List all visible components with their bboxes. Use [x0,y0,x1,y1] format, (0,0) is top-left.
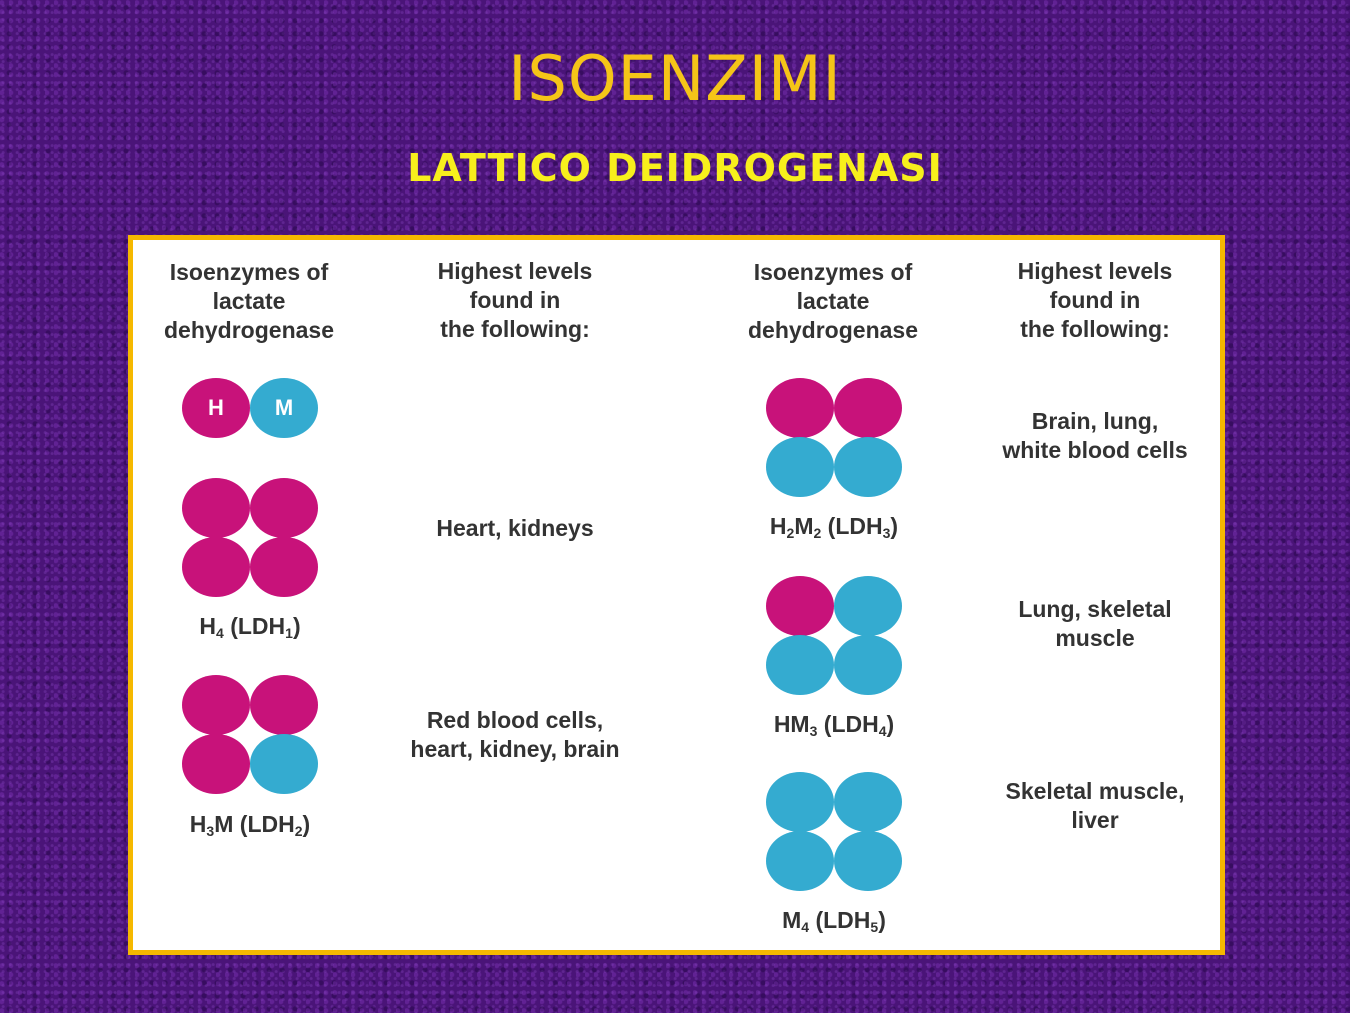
tissue-line: heart, kidney, brain [410,736,620,762]
tissue-line: liver [1071,807,1119,833]
tissue-line: Lung, skeletal [1018,596,1172,622]
header-line: the following: [440,316,590,342]
m-subunit-icon [834,576,902,636]
h-subunit-icon [834,378,902,438]
h-subunit-icon [250,675,318,735]
m-subunit-label: M [274,395,294,420]
tissue-line: Red blood cells, [426,707,604,733]
header-isoenzymes-left [139,258,359,345]
formula-subscript: 3 [206,823,215,839]
formula-text: HM [773,711,810,737]
h-subunit-icon [182,734,250,794]
page-subtitle: LATTICO DEIDROGENASI [407,146,943,190]
tissue-line: muscle [1055,625,1135,651]
ldh4-tissues [965,595,1225,653]
header-isoenzymes-right [723,258,943,345]
formula-text-2: M [214,811,234,837]
m-subunit-icon [834,635,902,695]
ldh1-tissues [385,514,645,543]
ldh4-diagram [766,576,902,696]
ldh2-tissues [385,706,645,764]
tissue-line: white blood cells [1002,437,1188,463]
ldh5-diagram [766,772,902,892]
ldh2-diagram [182,675,318,795]
header-line: dehydrogenase [748,317,918,343]
m-subunit-icon [834,831,902,891]
ldh3-label: $H_2M_2$ $(LDH_3)$ [769,513,899,541]
h-subunit-icon [182,378,250,438]
isoenzyme-figure [128,235,1225,955]
tissue-line: Skeletal muscle, [1005,778,1185,804]
page-title: ISOENZIMI [508,42,842,115]
header-line: Highest levels [1017,258,1173,284]
m-subunit-icon [834,772,902,832]
h-subunit-icon [766,378,834,438]
tissue-line: Heart, kidneys [436,515,594,541]
m-subunit-icon [766,635,834,695]
ldh1-label: $H_4$ $(LDH_1)$ [199,613,301,641]
h-subunit-icon [182,478,250,538]
ldh4-label: $HM_3$ $(LDH_4)$ [773,711,895,739]
header-line: lactate [212,288,286,314]
formula-text: H [189,811,207,837]
h-subunit-icon [250,537,318,597]
ldh3-diagram [766,378,902,498]
ldh2-label: $H_3M$ $(LDH_2)$ [189,811,311,839]
formula-subscript: 4 [216,625,224,641]
m-subunit-icon [250,378,318,438]
formula-text: H [769,513,787,539]
header-line: Isoenzymes of [169,259,329,285]
header-line: the following: [1020,316,1170,342]
ldh-subscript: 4 [878,723,887,739]
ldh5-label: $M_4$ $(LDH_5)$ [782,907,886,935]
subunit-legend [182,378,318,438]
header-line: found in [1049,287,1141,313]
header-line: lactate [796,288,870,314]
ldh5-tissues [965,777,1225,835]
header-levels-right [985,257,1205,344]
formula-subscript-2: 2 [813,525,822,541]
formula-subscript: 2 [786,525,795,541]
header-levels-left [405,257,625,344]
h-subunit-icon [766,576,834,636]
tissue-line: Brain, lung, [1031,408,1159,434]
m-subunit-icon [834,437,902,497]
h-subunit-icon [182,675,250,735]
header-line: Highest levels [437,258,593,284]
formula-subscript: 3 [809,723,818,739]
formula-text: H [199,613,217,639]
header-line: dehydrogenase [164,317,334,343]
m-subunit-icon [766,437,834,497]
m-subunit-icon [766,831,834,891]
ldh-subscript: 5 [870,919,879,935]
formula-subscript: 4 [801,919,810,935]
formula-text-2: M [794,513,814,539]
ldh1-diagram [182,478,318,598]
m-subunit-icon [250,734,318,794]
ldh3-tissues [965,407,1225,465]
header-line: found in [469,287,561,313]
m-subunit-icon [766,772,834,832]
h-subunit-icon [182,537,250,597]
ldh-subscript: 3 [882,525,891,541]
formula-text: M [782,907,802,933]
header-line: Isoenzymes of [753,259,913,285]
ldh-subscript: 2 [294,823,303,839]
h-subunit-icon [250,478,318,538]
ldh-subscript: 1 [285,625,293,641]
h-subunit-label: H [208,395,224,420]
